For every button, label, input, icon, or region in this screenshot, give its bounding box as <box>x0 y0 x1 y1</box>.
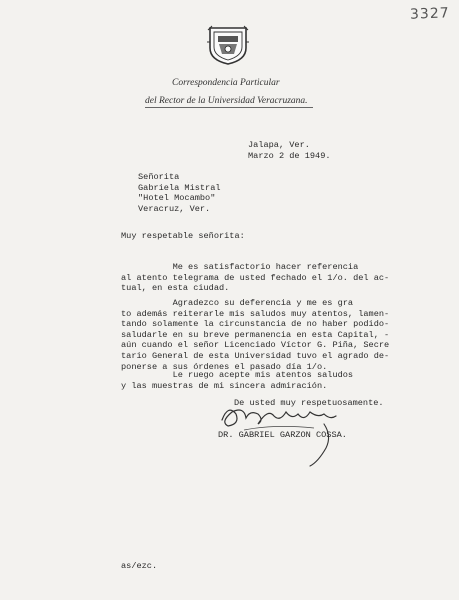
text-line: y las muestras de mi sincera admiración. <box>121 380 328 391</box>
text-line: ponerse a sus órdenes el pasado día 1/o. <box>121 361 328 372</box>
recipient-line: "Hotel Mocambo" <box>138 193 216 204</box>
text-line: al atento telegrama de usted fechado el 1/o. del ac- <box>121 272 390 283</box>
letterhead-line-1: Correspondencia Particular <box>172 78 280 88</box>
recipient-line: Veracruz, Ver. <box>138 203 211 214</box>
text-line: tando solamente la circunstancia de no haber podido- <box>121 319 390 330</box>
text-line: Le ruego acepte mis atentos saludos <box>121 370 354 380</box>
signer-name: DR. GABRIEL GARZON COSSA. <box>218 430 347 440</box>
closing-line: De usted muy respetuosamente. <box>234 398 384 408</box>
date-day: Marzo 2 de 1949. <box>248 150 331 161</box>
salutation: Muy respetable señorita: <box>121 231 245 241</box>
paragraph-1 <box>121 262 389 294</box>
paragraph-3 <box>121 370 353 391</box>
typist-initials: as/ezc. <box>121 561 158 571</box>
text-line: aún cuando el señor Licenciado Víctor G. Piña, Secre <box>121 340 390 351</box>
text-line: Agradezco su deferencia y me es gra <box>121 298 354 308</box>
date-block <box>248 140 331 161</box>
text-line: to además reiterarle mis saludos muy atentos, lamen- <box>121 308 390 319</box>
recipient-line: Gabriela Mistral <box>138 182 221 193</box>
recipient-line: Señorita <box>138 172 180 182</box>
text-line: tual, en esta ciudad. <box>121 283 230 294</box>
date-place: Jalapa, Ver. <box>248 140 310 150</box>
university-crest-icon <box>206 22 250 66</box>
text-line: tario General de esta Universidad tuvo el agrado de- <box>121 350 390 361</box>
text-line: Me es satisfactorio hacer referencia <box>121 262 359 272</box>
letterhead-rule <box>145 107 313 108</box>
letterhead-line-2: del Rector de la Universidad Veracruzana. <box>145 96 308 106</box>
recipient-address <box>138 172 221 214</box>
archive-number: 3327 <box>409 5 450 23</box>
text-line: saludarle en su breve permanencia en esta Capital, - <box>121 329 390 340</box>
paragraph-2 <box>121 298 389 372</box>
